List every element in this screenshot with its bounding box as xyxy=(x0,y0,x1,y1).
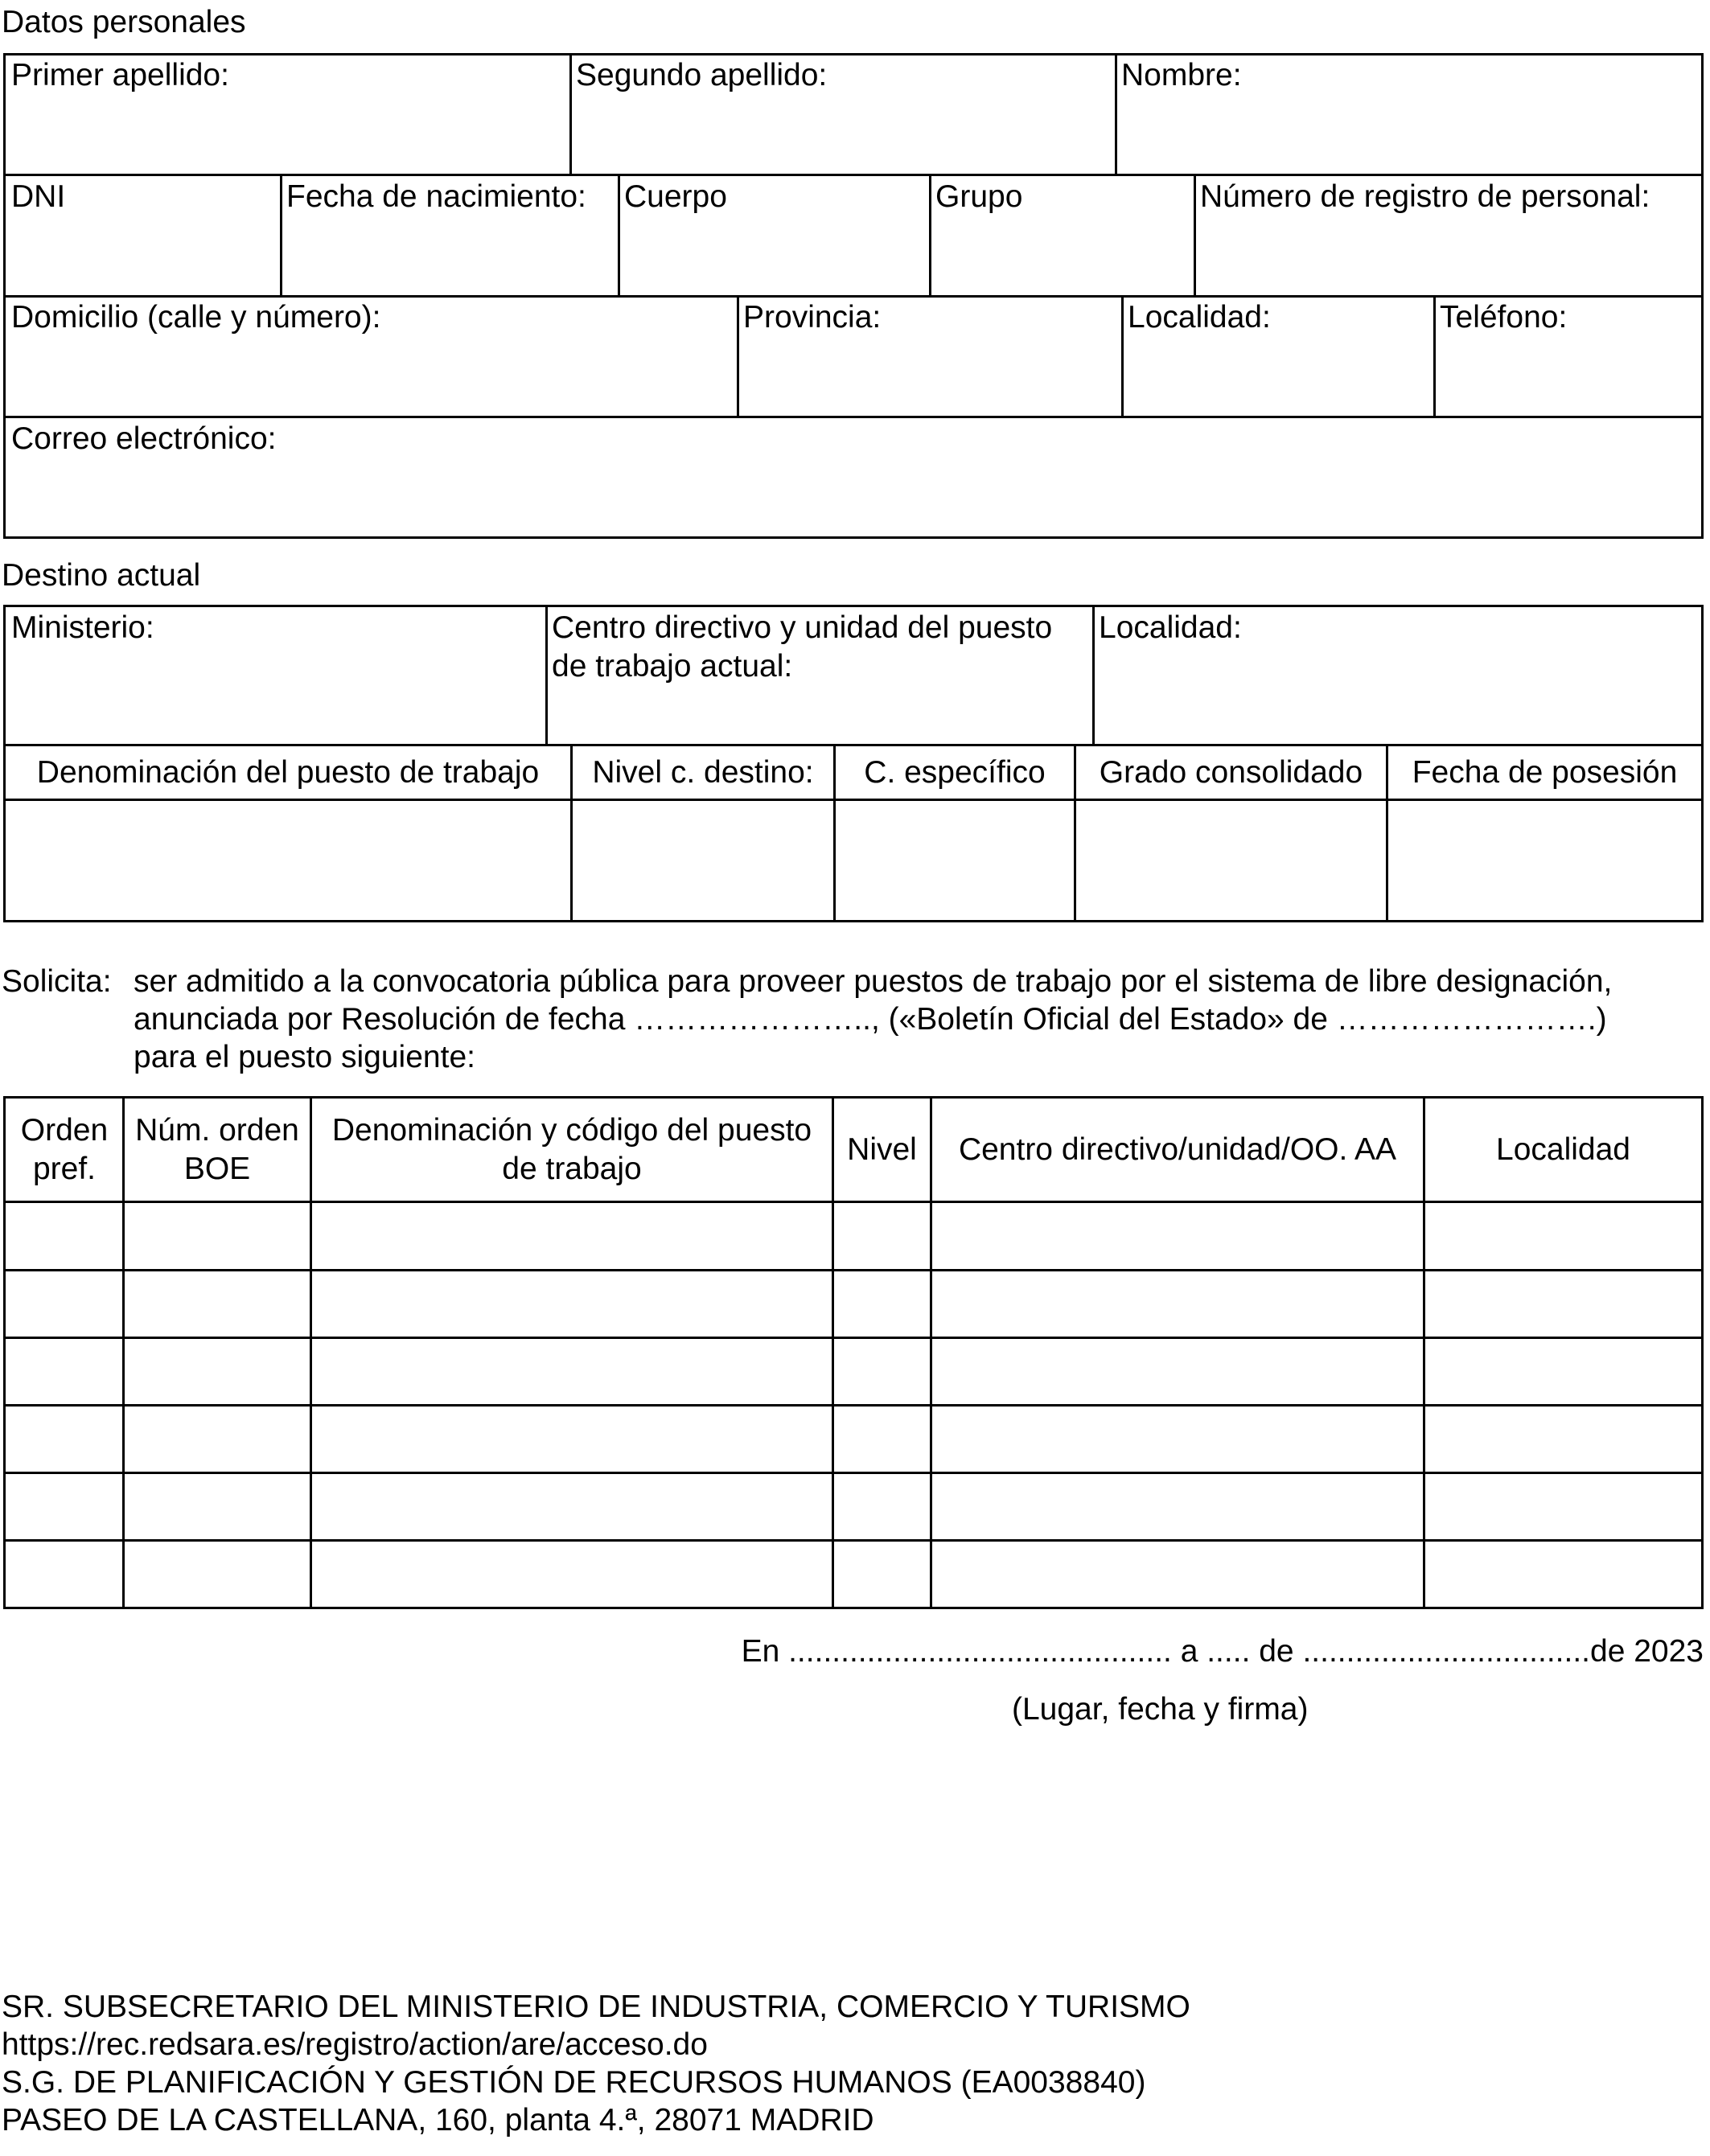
puesto-row-2-nivel-field[interactable] xyxy=(837,1271,927,1334)
divider xyxy=(3,416,1704,418)
especifico-field[interactable] xyxy=(838,804,1071,917)
especifico-header: C. específico xyxy=(864,754,1046,790)
puesto-row-5-orden-pref-field[interactable] xyxy=(8,1474,119,1537)
cuerpo-field[interactable] xyxy=(623,219,926,290)
puesto-row-6-orden-pref-field[interactable] xyxy=(8,1542,119,1604)
puesto-row-1-denominacion-codigo-field[interactable] xyxy=(314,1203,828,1266)
solicita-label: Solicita: xyxy=(2,964,112,999)
footer-department: S.G. DE PLANIFICACIÓN Y GESTIÓN DE RECURSOS HUMANOS (EA0038840) xyxy=(2,2065,1146,2100)
puesto-row-4-num-orden-boe-field[interactable] xyxy=(127,1407,306,1469)
puesto-row-2-centro-directivo-field[interactable] xyxy=(935,1271,1420,1334)
destino-section-title: Destino actual xyxy=(2,558,201,593)
puesto-row-5-denominacion-codigo-field[interactable] xyxy=(314,1474,828,1537)
divider xyxy=(3,174,1704,176)
puesto-row-1-nivel-field[interactable] xyxy=(837,1203,927,1266)
divider xyxy=(737,295,739,417)
puesto-row-4-centro-directivo-field[interactable] xyxy=(935,1407,1420,1469)
grado-header: Grado consolidado xyxy=(1099,754,1363,790)
telefono-field[interactable] xyxy=(1438,340,1697,411)
fecha-nacimiento-label: Fecha de nacimiento: xyxy=(286,179,586,214)
segundo-apellido-label: Segundo apellido: xyxy=(576,58,828,92)
nombre-field[interactable] xyxy=(1120,98,1697,169)
divider xyxy=(929,174,931,296)
puesto-row-6-nivel-field[interactable] xyxy=(837,1542,927,1604)
centro-directivo-label: Centro directivo y unidad del puesto de trabajo actual: xyxy=(552,610,1053,684)
footer-addressee: SR. SUBSECRETARIO DEL MINISTERIO DE INDUSTRIA, COMERCIO Y TURISMO xyxy=(2,1990,1190,2024)
domicilio-label: Domicilio (calle y número): xyxy=(11,300,381,335)
puesto-row-4-denominacion-codigo-field[interactable] xyxy=(314,1407,828,1469)
divider xyxy=(569,53,572,175)
puesto-row-3-orden-pref-field[interactable] xyxy=(8,1339,119,1402)
grado-field[interactable] xyxy=(1079,804,1383,917)
denominacion-puesto-field[interactable] xyxy=(8,804,567,917)
localidad-field[interactable] xyxy=(1126,340,1430,411)
provincia-field[interactable] xyxy=(742,340,1118,411)
date-line: En ............................................ a ..... de .................................de 2023 xyxy=(741,1634,1704,1669)
centro-directivo-header: Centro directivo/unidad/OO. AA xyxy=(958,1131,1397,1167)
nivel-header: Nivel xyxy=(847,1131,917,1167)
puesto-row-4-localidad-field[interactable] xyxy=(1428,1407,1697,1469)
puesto-row-6-denominacion-codigo-field[interactable] xyxy=(314,1542,828,1604)
nrp-label: Número de registro de personal: xyxy=(1200,179,1650,214)
puesto-row-3-localidad-field[interactable] xyxy=(1428,1339,1697,1402)
footer-url[interactable]: https://rec.redsara.es/registro/action/are/acceso.do xyxy=(2,2027,708,2062)
denominacion-puesto-header: Denominación del puesto de trabajo xyxy=(36,754,540,790)
correo-label: Correo electrónico: xyxy=(11,421,277,456)
puesto-row-5-nivel-field[interactable] xyxy=(837,1474,927,1537)
grupo-label: Grupo xyxy=(935,179,1023,214)
footer-address: PASEO DE LA CASTELLANA, 160, planta 4.ª, 28071 MADRID xyxy=(2,2103,874,2138)
puesto-row-1-num-orden-boe-field[interactable] xyxy=(127,1203,306,1266)
fecha-nacimiento-field[interactable] xyxy=(285,219,615,290)
puesto-row-1-centro-directivo-field[interactable] xyxy=(935,1203,1420,1266)
nombre-label: Nombre: xyxy=(1121,58,1242,92)
puesto-row-3-nivel-field[interactable] xyxy=(837,1339,927,1402)
divider xyxy=(1433,295,1436,417)
correo-field[interactable] xyxy=(8,461,1697,532)
signature-caption: (Lugar, fecha y firma) xyxy=(1012,1692,1309,1727)
divider xyxy=(1115,53,1117,175)
primer-apellido-field[interactable] xyxy=(8,98,566,169)
nrp-field[interactable] xyxy=(1198,219,1697,290)
telefono-label: Teléfono: xyxy=(1440,300,1568,335)
puesto-row-6-num-orden-boe-field[interactable] xyxy=(127,1542,306,1604)
centro-directivo-field[interactable] xyxy=(550,690,1089,740)
divider xyxy=(1092,605,1095,745)
ministerio-field[interactable] xyxy=(8,690,542,740)
fecha-posesion-field[interactable] xyxy=(1391,804,1697,917)
localidad-header: Localidad xyxy=(1496,1131,1630,1167)
orden-pref-header: Orden pref. xyxy=(20,1112,109,1186)
dni-label: DNI xyxy=(11,179,66,214)
provincia-label: Provincia: xyxy=(743,300,882,335)
cuerpo-label: Cuerpo xyxy=(624,179,727,214)
puesto-row-5-num-orden-boe-field[interactable] xyxy=(127,1474,306,1537)
puesto-row-4-nivel-field[interactable] xyxy=(837,1407,927,1469)
divider xyxy=(280,174,282,296)
divider xyxy=(545,605,548,745)
num-orden-boe-header: Núm. orden BOE xyxy=(135,1112,299,1186)
destino-localidad-field[interactable] xyxy=(1097,690,1697,740)
divider xyxy=(1194,174,1196,296)
localidad-label: Localidad: xyxy=(1128,300,1271,335)
puesto-row-1-localidad-field[interactable] xyxy=(1428,1203,1697,1266)
destino-localidad-label: Localidad: xyxy=(1099,610,1242,645)
puesto-row-6-localidad-field[interactable] xyxy=(1428,1542,1697,1604)
puesto-row-3-num-orden-boe-field[interactable] xyxy=(127,1339,306,1402)
primer-apellido-label: Primer apellido: xyxy=(11,58,229,92)
puesto-row-3-denominacion-codigo-field[interactable] xyxy=(314,1339,828,1402)
segundo-apellido-field[interactable] xyxy=(574,98,1112,169)
puesto-row-4-orden-pref-field[interactable] xyxy=(8,1407,119,1469)
puesto-row-2-denominacion-codigo-field[interactable] xyxy=(314,1271,828,1334)
puesto-row-6-centro-directivo-field[interactable] xyxy=(935,1542,1420,1604)
personal-section-title: Datos personales xyxy=(2,5,246,39)
divider xyxy=(3,799,1704,801)
puesto-row-5-centro-directivo-field[interactable] xyxy=(935,1474,1420,1537)
puesto-row-2-num-orden-boe-field[interactable] xyxy=(127,1271,306,1334)
divider xyxy=(1121,295,1124,417)
puesto-row-5-localidad-field[interactable] xyxy=(1428,1474,1697,1537)
puesto-row-2-orden-pref-field[interactable] xyxy=(8,1271,119,1334)
divider xyxy=(3,295,1704,298)
solicita-line-1: ser admitido a la convocatoria pública para proveer puestos de trabajo por el sistema de libre designación, xyxy=(134,964,1613,999)
divider xyxy=(618,174,620,296)
denominacion-codigo-header: Denominación y código del puesto de trabajo xyxy=(331,1112,812,1186)
puesto-row-2-localidad-field[interactable] xyxy=(1428,1271,1697,1334)
solicita-line-2: anunciada por Resolución de fecha ………………….., («Boletín Oficial del Estado» de …………………….) xyxy=(134,1002,1607,1037)
solicita-line-3: para el puesto siguiente: xyxy=(134,1040,475,1074)
domicilio-field[interactable] xyxy=(8,340,734,411)
dni-field[interactable] xyxy=(8,219,277,290)
puesto-row-1-orden-pref-field[interactable] xyxy=(8,1203,119,1266)
nivel-destino-header: Nivel c. destino: xyxy=(592,754,814,790)
nivel-destino-field[interactable] xyxy=(575,804,830,917)
ministerio-label: Ministerio: xyxy=(11,610,154,645)
puesto-row-3-centro-directivo-field[interactable] xyxy=(935,1339,1420,1402)
fecha-posesion-header: Fecha de posesión xyxy=(1412,754,1678,790)
grupo-field[interactable] xyxy=(934,219,1190,290)
